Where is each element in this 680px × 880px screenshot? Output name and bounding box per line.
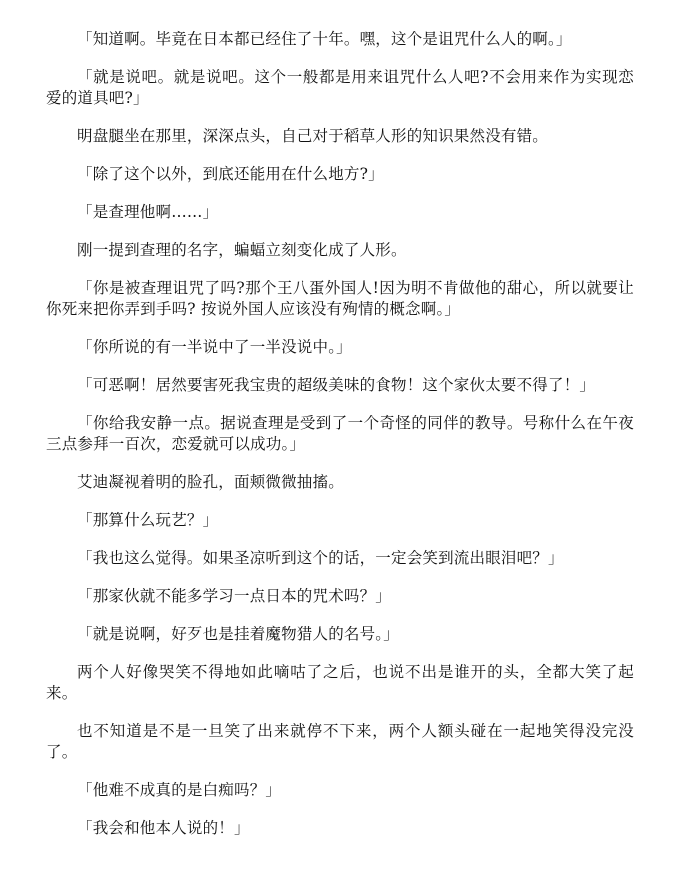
paragraph: 「就是说啊，好歹也是挂着魔物猎人的名号。」 xyxy=(77,625,399,643)
paragraph: 「就是说吧。就是说吧。这个一般都是用来诅咒什么人吧?不会用来作为实现恋爱的道具吧?」 xyxy=(46,68,634,107)
paragraph: 艾迪凝视着明的脸孔，面颊微微抽搐。 xyxy=(77,473,344,491)
paragraph: 刚一提到查理的名字，蝙蝠立刻变化成了人形。 xyxy=(77,241,407,259)
paragraph: 「那算什么玩艺？」 xyxy=(77,511,219,529)
paragraph: 「那家伙就不能多学习一点日本的咒术吗？」 xyxy=(77,587,392,605)
paragraph: 明盘腿坐在那里，深深点头，自己对于稻草人形的知识果然没有错。 xyxy=(77,127,549,145)
paragraph: 「你给我安静一点。据说查理是受到了一个奇怪的同伴的教导。号称什么在午夜三点参拜一百次，恋爱就可以成功。」 xyxy=(46,414,634,453)
paragraph: 「除了这个以外，到底还能用在什么地方?」 xyxy=(77,165,384,183)
paragraph: 「可恶啊！居然要害死我宝贵的超级美味的食物！这个家伙太要不得了！」 xyxy=(77,376,596,394)
paragraph: 「你是被查理诅咒了吗?那个王八蛋外国人!因为明不肯做他的甜心，所以就要让你死来把你弄到手吗? 按说外国人应该没有殉情的概念啊。」 xyxy=(46,279,634,318)
paragraph: 「知道啊。毕竟在日本都已经住了十年。嘿，这个是诅咒什么人的啊。」 xyxy=(77,30,572,48)
paragraph: 「他难不成真的是白痴吗？」 xyxy=(77,781,282,799)
paragraph: 「我也这么觉得。如果圣凉听到这个的话，一定会笑到流出眼泪吧？」 xyxy=(77,549,564,567)
paragraph: 也不知道是不是一旦笑了出来就停不下来，两个人额头碰在一起地笑得没完没了。 xyxy=(46,722,634,761)
paragraph: 两个人好像哭笑不得地如此嘀咕了之后，也说不出是谁开的头，全都大笑了起来。 xyxy=(46,663,634,702)
paragraph: 「是查理他啊……」 xyxy=(77,203,219,221)
paragraph: 「你所说的有一半说中了一半没说中。」 xyxy=(77,338,352,356)
paragraph: 「我会和他本人说的！」 xyxy=(77,819,250,837)
